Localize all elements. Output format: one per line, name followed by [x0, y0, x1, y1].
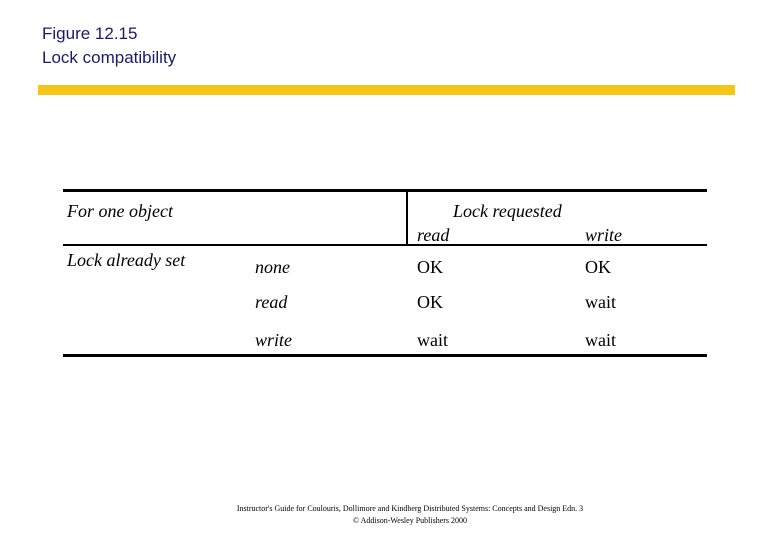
- footer-line-1: Instructor's Guide for Coulouris, Dollimore and Kindberg Distributed Systems: Concepts and Design Edn. 3: [236, 504, 584, 513]
- footer-line-2: © Addison-Wesley Publishers 2000: [352, 516, 468, 525]
- accent-bar: [38, 85, 735, 95]
- column-header-read: read: [417, 225, 450, 245]
- requested-header: Lock requested: [453, 201, 562, 221]
- column-header-write: write: [585, 225, 623, 245]
- table-bottom-rule: [63, 354, 707, 357]
- figure-heading: [42, 22, 176, 70]
- row-label-write: write: [255, 330, 293, 350]
- table-header-divider: [406, 189, 408, 246]
- figure-number: Figure 12.15: [42, 24, 138, 43]
- table-cell: OK: [417, 257, 443, 277]
- table-cell: wait: [585, 292, 616, 312]
- table-cell: wait: [417, 330, 448, 350]
- corner-bottom-label: Lock already set: [67, 250, 186, 270]
- footer-credit: [230, 503, 590, 527]
- row-label-none: none: [255, 257, 290, 277]
- row-label-read: read: [255, 292, 288, 312]
- table-top-rule: [63, 189, 707, 192]
- table-cell: wait: [585, 330, 616, 350]
- corner-top-label: For one object: [67, 201, 173, 221]
- figure-title: Lock compatibility: [42, 48, 177, 67]
- table-cell: OK: [585, 257, 611, 277]
- table-cell: OK: [417, 292, 443, 312]
